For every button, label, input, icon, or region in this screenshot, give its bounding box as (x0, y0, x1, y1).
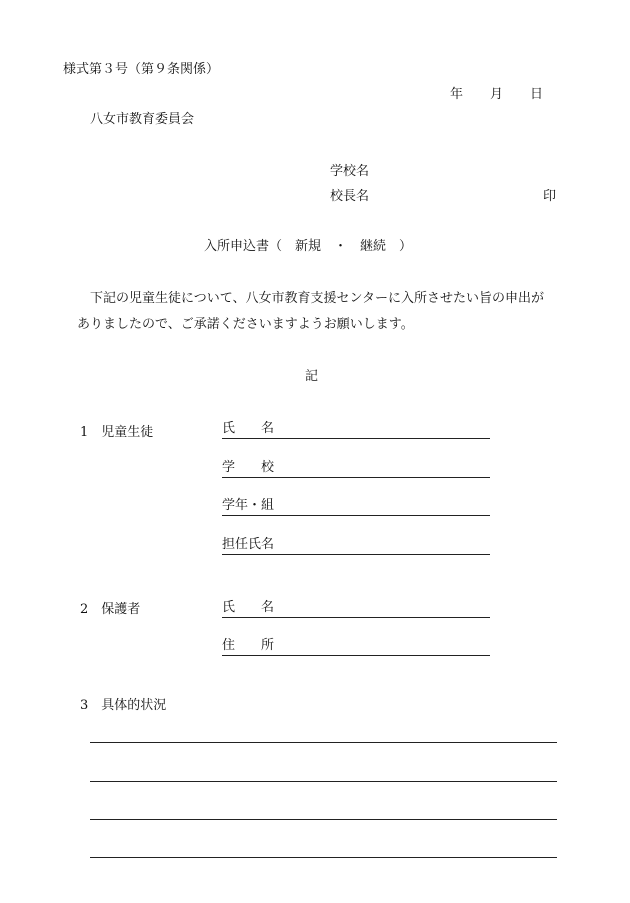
guardian-address-field[interactable] (222, 638, 490, 656)
ki-heading: 記 (305, 369, 319, 384)
body-line-1: 下記の児童生徒について、八女市教育支援センターに入所させたい旨の申出が (90, 291, 544, 306)
child-name-label: 氏 名 (222, 421, 275, 436)
form-title: 入所申込書（ 新規 ・ 継続 ） (204, 239, 413, 254)
guardian-address-label: 住 所 (222, 638, 275, 653)
child-school-label: 学 校 (222, 460, 275, 475)
situation-line-1[interactable] (90, 742, 557, 743)
body-line-2: ありましたので、ご承諾くださいますようお願いします。 (77, 317, 414, 332)
date-day: 日 (530, 87, 544, 102)
situation-line-2[interactable] (90, 781, 557, 782)
section3-heading: 3 具体的状況 (80, 698, 167, 713)
child-name-field[interactable] (222, 421, 490, 439)
homeroom-teacher-field[interactable] (222, 537, 490, 555)
child-grade-class-label: 学年・組 (222, 498, 275, 513)
child-school-field[interactable] (222, 460, 490, 478)
seal-mark: 印 (543, 189, 557, 204)
situation-line-4[interactable] (90, 857, 557, 858)
guardian-name-field[interactable] (222, 600, 490, 618)
section2-heading: 2 保護者 (80, 602, 141, 617)
addressee: 八女市教育委員会 (90, 112, 195, 127)
date-month: 月 (490, 87, 504, 102)
form-number: 様式第３号（第９条関係） (63, 62, 220, 77)
guardian-name-label: 氏 名 (222, 600, 275, 615)
situation-line-3[interactable] (90, 819, 557, 820)
principal-label: 校長名 (330, 189, 370, 204)
child-grade-class-field[interactable] (222, 498, 490, 516)
section1-heading: 1 児童生徒 (80, 425, 154, 440)
school-name-label: 学校名 (330, 164, 370, 179)
body-paragraph (77, 286, 567, 338)
date-line (450, 88, 560, 102)
date-year: 年 (450, 87, 464, 102)
homeroom-teacher-label: 担任氏名 (222, 537, 275, 552)
